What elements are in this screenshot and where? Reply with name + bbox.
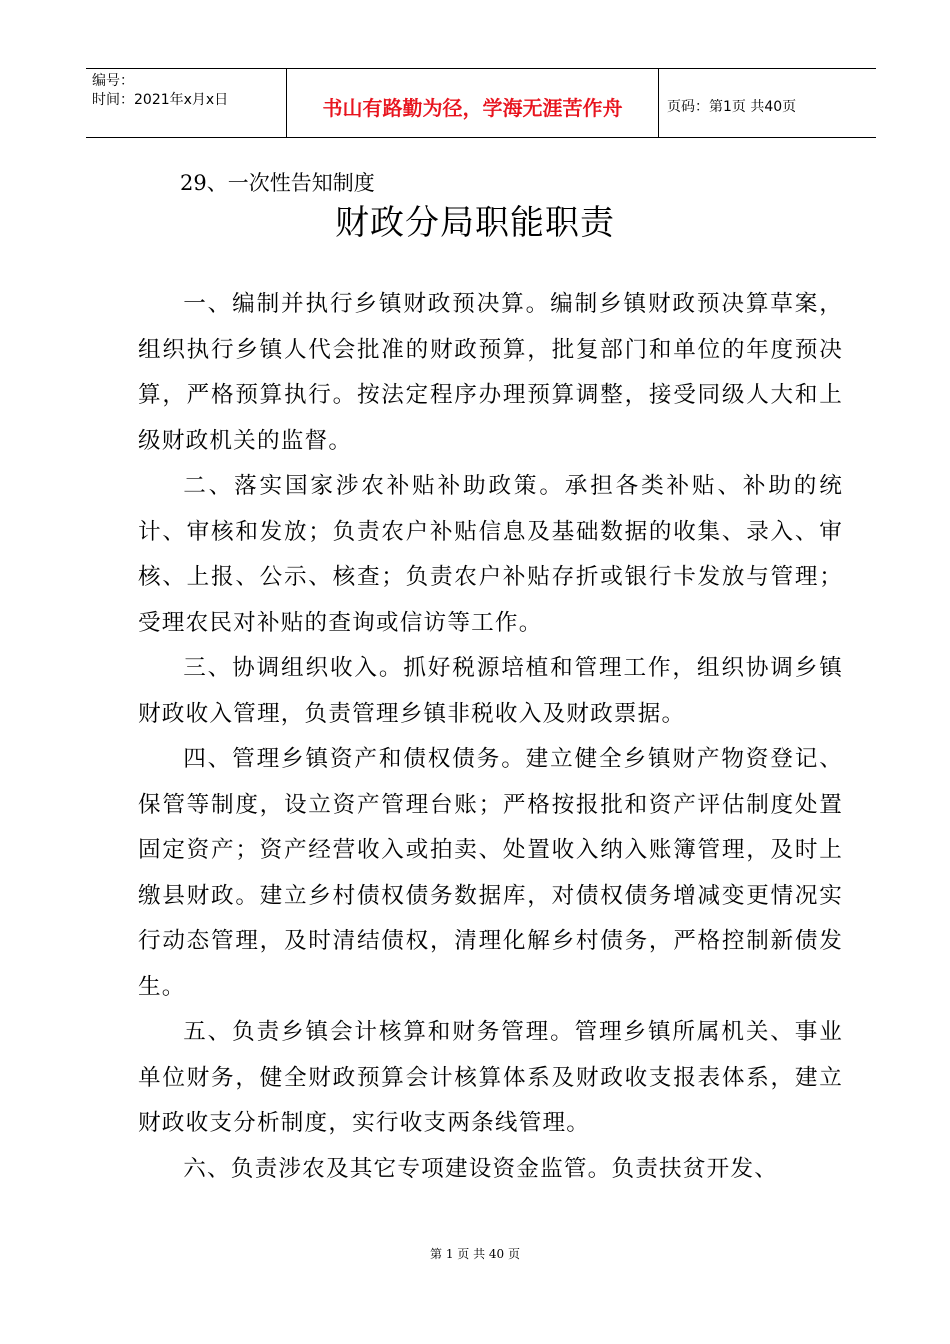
paragraph-5: 五、负责乡镇会计核算和财务管理。管理乡镇所属机关、事业单位财务，健全财政预算会计核算体系及财政收支报表体系，建立财政收支分析制度，实行收支两条线管理。 — [138, 1019, 843, 1136]
paragraph-6: 六、负责涉农及其它专项建设资金监管。负责扶贫开发、 — [183, 1155, 779, 1182]
paragraph-2: 二、落实国家涉农补贴补助政策。承担各类补贴、补助的统计、审核和发放；负责农户补贴信息及基础数据的收集、录入、审核、上报、公示、核查；负责农户补贴存折或银行卡发放与管理；受理农民对补贴的查询或信访等工作。 — [138, 473, 843, 636]
document-body — [138, 282, 843, 1192]
paragraph-3: 三、协调组织收入。抓好税源培植和管理工作，组织协调乡镇财政收入管理，负责管理乡镇非税收入及财政票据。 — [138, 655, 843, 727]
header-meta — [86, 69, 286, 137]
paragraph-1: 一、编制并执行乡镇财政预决算。编制乡镇财政预决算草案，组织执行乡镇人代会批准的财政预算，批复部门和单位的年度预决算，严格预算执行。按法定程序办理预算调整，接受同级人大和上级财政机关的监督。 — [138, 291, 843, 454]
page-footer: 第 1 页 共 40 页 — [430, 1247, 520, 1261]
number-label: 编号： — [92, 73, 134, 89]
time-label: 时间：2021年x月x日 — [92, 92, 229, 108]
document-header — [86, 68, 876, 138]
sub-heading: 29、一次性告知制度 — [180, 171, 375, 195]
header-page-info: 页码：第1页 共40页 — [667, 99, 797, 115]
paragraph-4: 四、管理乡镇资产和债权债务。建立健全乡镇财产物资登记、保管等制度，设立资产管理台账；严格按报批和资产评估制度处置固定资产；资产经营收入或拍卖、处置收入纳入账簿管理，及时上缴县财政。建立乡村债权债务数据库，对债权债务增减变更情况实行动态管理，及时清结债权，清理化解乡村债务，严格控制新债发生。 — [138, 746, 843, 1000]
page-title: 财政分局职能职责 — [335, 203, 615, 243]
header-motto: 书山有路勤为径，学海无涯苦作舟 — [286, 69, 659, 137]
